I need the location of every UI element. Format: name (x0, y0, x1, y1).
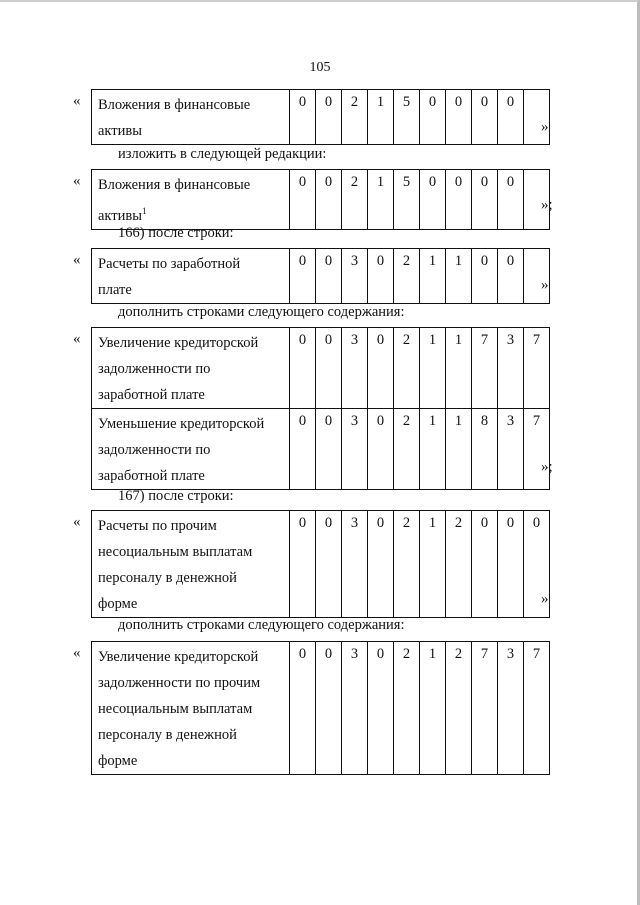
code-digit: 2 (342, 90, 368, 145)
instruction-text: дополнить строками следующего содержания: (118, 617, 405, 633)
code-digit: 3 (498, 409, 524, 490)
code-digit: 1 (420, 328, 446, 409)
code-digit: 0 (472, 170, 498, 230)
code-digit: 0 (316, 249, 342, 304)
close-quote: »; (541, 459, 553, 475)
close-quote: » (541, 119, 549, 135)
code-digit: 0 (368, 328, 394, 409)
code-digit: 0 (290, 511, 316, 618)
code-digit: 7 (524, 642, 550, 775)
code-digit: 1 (446, 249, 472, 304)
code-digit: 0 (368, 511, 394, 618)
code-digit: 0 (524, 511, 550, 618)
table-row (92, 642, 550, 775)
row-name (92, 170, 290, 230)
open-quote: « (73, 252, 81, 268)
code-digit: 7 (472, 328, 498, 409)
code-digit: 1 (420, 249, 446, 304)
code-digit: 5 (394, 90, 420, 145)
row-name-line: персоналу в денежной (98, 570, 237, 586)
code-digit: 0 (420, 90, 446, 145)
instruction-text: 166) после строки: (118, 225, 234, 241)
code-digit: 0 (316, 90, 342, 145)
code-digit: 0 (368, 409, 394, 490)
row-name-line: задолженности по (98, 442, 211, 458)
code-digit: 2 (394, 511, 420, 618)
code-table (91, 641, 550, 775)
code-digit: 7 (472, 642, 498, 775)
code-digit: 0 (368, 642, 394, 775)
code-table (91, 510, 550, 618)
code-digit: 0 (498, 249, 524, 304)
row-name-line: задолженности по прочим (98, 675, 261, 691)
row-name-line: плате (98, 282, 132, 298)
code-digit: 0 (290, 409, 316, 490)
code-digit: 0 (446, 90, 472, 145)
code-digit: 0 (290, 170, 316, 230)
code-digit: 0 (316, 642, 342, 775)
row-name-line: персоналу в денежной (98, 727, 237, 743)
row-name-line: Расчеты по прочим (98, 518, 217, 534)
code-digit: 1 (420, 511, 446, 618)
code-digit: 7 (524, 409, 550, 490)
code-table (91, 169, 550, 230)
code-digit: 3 (342, 409, 368, 490)
code-digit: 0 (290, 249, 316, 304)
row-name-line: Уменьшение кредиторской (98, 416, 265, 432)
code-digit: 3 (342, 511, 368, 618)
code-digit: 2 (446, 511, 472, 618)
code-digit: 2 (394, 642, 420, 775)
code-digit: 0 (472, 90, 498, 145)
code-digit: 5 (394, 170, 420, 230)
row-name (92, 642, 290, 775)
code-digit: 0 (316, 328, 342, 409)
open-quote: « (73, 645, 81, 661)
row-name-line: Расчеты по заработной (98, 256, 241, 272)
open-quote: « (73, 331, 81, 347)
code-digit: 3 (498, 642, 524, 775)
code-digit: 1 (420, 642, 446, 775)
close-quote: » (541, 591, 549, 607)
code-digit: 8 (472, 409, 498, 490)
footnote-mark: 1 (141, 206, 147, 216)
code-digit: 0 (368, 249, 394, 304)
table-row (92, 409, 550, 490)
row-name-line: форме (98, 596, 138, 612)
row-name-line: несоциальным выплатам (98, 544, 253, 560)
table-row (92, 511, 550, 618)
code-digit: 0 (316, 170, 342, 230)
instruction-text: 167) после строки: (118, 488, 234, 504)
code-digit (524, 249, 550, 304)
row-name-line: задолженности по (98, 361, 211, 377)
row-name-line: заработной плате (98, 468, 205, 484)
row-name (92, 90, 290, 145)
code-digit: 7 (524, 328, 550, 409)
code-digit: 2 (394, 249, 420, 304)
code-digit: 1 (446, 409, 472, 490)
open-quote: « (73, 514, 81, 530)
code-digit: 2 (446, 642, 472, 775)
code-digit: 0 (472, 511, 498, 618)
code-digit: 2 (394, 328, 420, 409)
code-table (91, 248, 550, 304)
row-name (92, 249, 290, 304)
code-digit: 1 (368, 170, 394, 230)
row-name (92, 328, 290, 409)
code-digit: 0 (498, 90, 524, 145)
code-digit: 3 (342, 249, 368, 304)
row-name-line: Увеличение кредиторской (98, 649, 259, 665)
code-digit: 0 (420, 170, 446, 230)
open-quote: « (73, 93, 81, 109)
instruction-text: изложить в следующей редакции: (118, 146, 327, 162)
code-digit: 2 (342, 170, 368, 230)
code-digit: 0 (290, 90, 316, 145)
code-table (91, 327, 550, 490)
open-quote: « (73, 173, 81, 189)
row-name-line: форме (98, 753, 138, 769)
code-digit: 0 (472, 249, 498, 304)
code-digit: 0 (498, 511, 524, 618)
table-row (92, 328, 550, 409)
close-quote: » (541, 277, 549, 293)
page-number: 105 (309, 60, 331, 75)
row-name-line: заработной плате (98, 387, 205, 403)
row-name-line: активы$^1$ (98, 206, 147, 224)
code-digit: 0 (446, 170, 472, 230)
code-digit: 3 (342, 642, 368, 775)
instruction-text: дополнить строками следующего содержания: (118, 304, 405, 320)
row-name (92, 409, 290, 490)
code-digit: 3 (498, 328, 524, 409)
code-digit: 1 (446, 328, 472, 409)
row-name-line: Вложения в финансовые (98, 177, 251, 193)
code-table (91, 89, 550, 145)
code-digit (524, 90, 550, 145)
code-digit: 0 (316, 409, 342, 490)
close-quote: »; (541, 197, 553, 213)
row-name (92, 511, 290, 618)
code-digit: 0 (316, 511, 342, 618)
row-name-line: активы (98, 123, 142, 139)
code-digit: 1 (420, 409, 446, 490)
row-name-line: Увеличение кредиторской (98, 335, 259, 351)
code-digit: 0 (290, 328, 316, 409)
code-digit: 1 (368, 90, 394, 145)
code-digit: 3 (342, 328, 368, 409)
code-digit: 0 (290, 642, 316, 775)
table-row (92, 249, 550, 304)
row-name-line: Вложения в финансовые (98, 97, 251, 113)
table-row (92, 170, 550, 230)
code-digit: 2 (394, 409, 420, 490)
code-digit: 0 (498, 170, 524, 230)
table-row (92, 90, 550, 145)
row-name-line: несоциальным выплатам (98, 701, 253, 717)
